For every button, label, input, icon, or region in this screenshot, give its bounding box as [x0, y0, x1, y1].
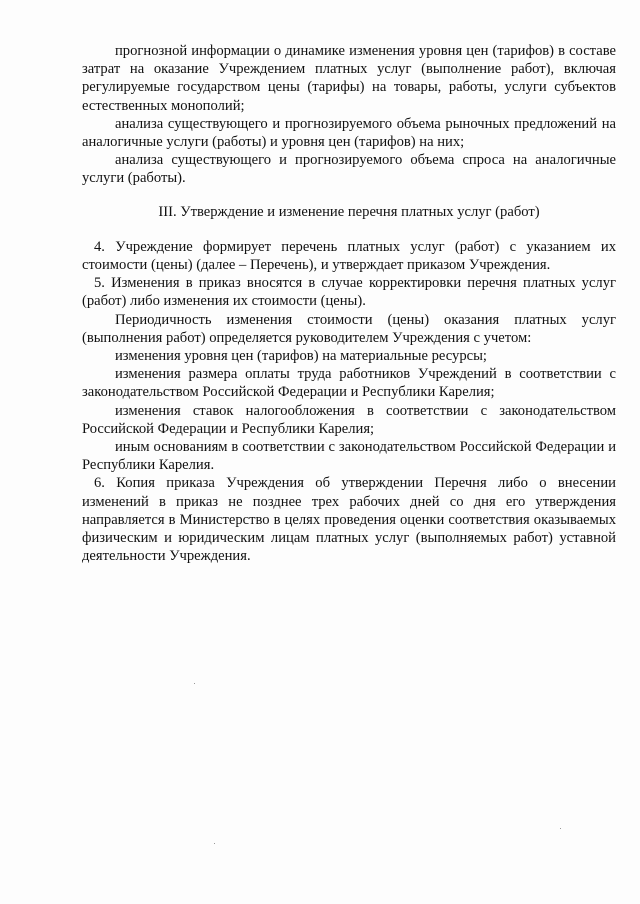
- document-body: [82, 42, 616, 565]
- paragraph-forecast-info: прогнозной информации о динамике изменения уровня цен (тарифов) в составе затрат на оказание Учреждением платных услуг (выполнение работ), включая регулируемые государством цены (тарифы) на товары, работы, услуги субъектов естественных монополий;: [82, 43, 616, 114]
- section-title: III. Утверждение и изменение перечня платных услуг (работ): [158, 203, 540, 220]
- scan-speck: [194, 683, 195, 684]
- paragraph-wages: изменения размера оплаты труда работников Учреждений в соответствии с законодательством Российской Федерации и Республики Карелия;: [82, 366, 616, 401]
- paragraph-item-5: 5. Изменения в приказ вносятся в случае корректировки перечня платных услуг (работ) либо изменения их стоимости (цены).: [82, 275, 616, 310]
- scan-speck: [214, 843, 215, 844]
- scan-speck: [560, 828, 561, 829]
- paragraph-item-6: 6. Копия приказа Учреждения об утверждении Перечня либо о внесении изменений в приказ не позднее трех рабочих дней со дня его утверждения направляется в Министерство в целях проведения оценки соответствия оказываемых физическим и юридическим лицам платных услуг (выполняемых работ) уставной деятельности Учреждения.: [82, 475, 616, 565]
- paragraph-price-levels: изменения уровня цен (тарифов) на материальные ресурсы;: [115, 348, 487, 365]
- paragraph-other-grounds: иным основаниям в соответствии с законодательством Российской Федерации и Республики Карелия.: [82, 439, 616, 474]
- paragraph-item-4: 4. Учреждение формирует перечень платных услуг (работ) с указанием их стоимости (цены) (далее – Перечень), и утверждает приказом Учреждения.: [82, 238, 616, 274]
- paragraph-demand-analysis: анализа существующего и прогнозируемого объема спроса на аналогичные услуги (работы).: [82, 152, 616, 187]
- paragraph-tax-rates: изменения ставок налогообложения в соответствии с законодательством Российской Федерации и Республики Карелия;: [82, 402, 616, 437]
- paragraph-market-supply: анализа существующего и прогнозируемого объема рыночных предложений на аналогичные услуги (работы) и уровня цен (тарифов) на них;: [82, 115, 616, 151]
- paragraph-periodicity: Периодичность изменения стоимости (цены) оказания платных услуг (выполнения работ) определяется руководителем Учреждения с учетом:: [82, 311, 616, 346]
